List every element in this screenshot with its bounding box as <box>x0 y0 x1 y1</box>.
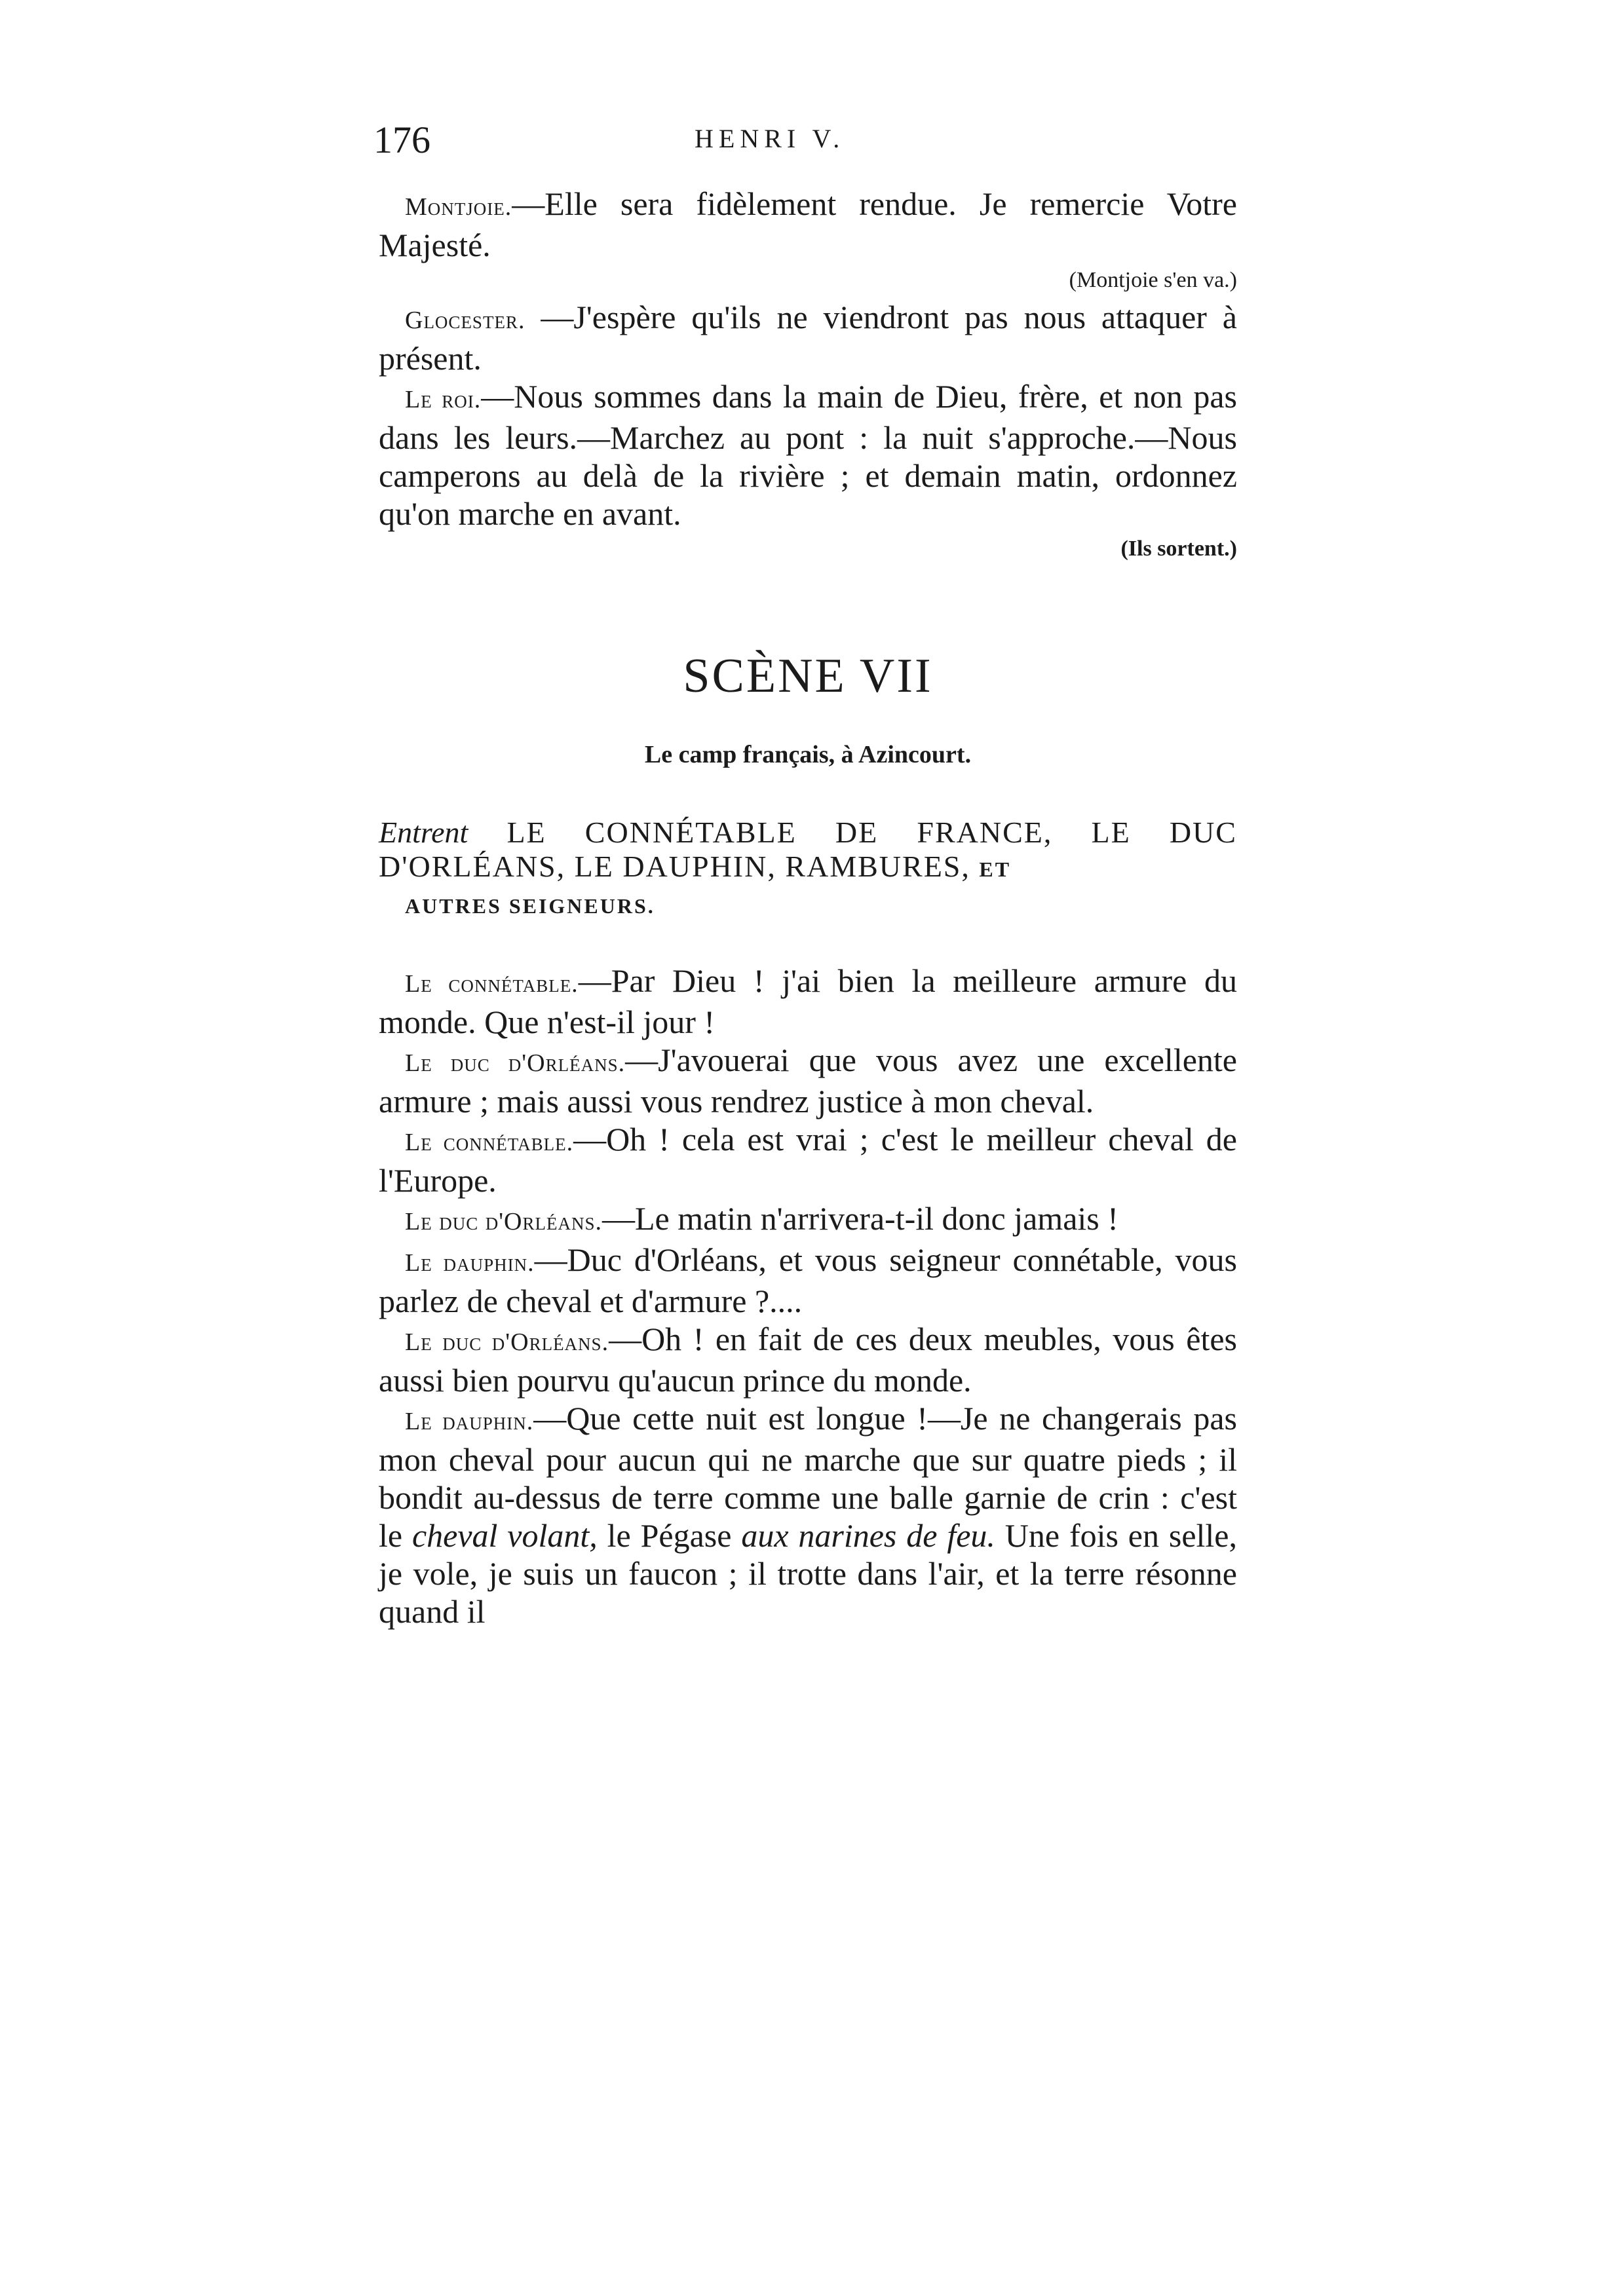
speaker-name: Le duc d'Orléans. <box>405 1328 609 1356</box>
entrance-direction <box>379 816 1237 923</box>
speaker-name: Glocester. <box>405 307 525 334</box>
speech-italic: cheval volant, <box>411 1517 598 1554</box>
stage-direction: (Montjoie s'en va.) <box>1069 268 1237 292</box>
speech-connetable <box>379 962 1237 1041</box>
speech-duc-orleans <box>379 1199 1237 1241</box>
speech-text: Une fois en selle, je vole, je suis un faucon ; il trotte dans l'air, et la terre résonne quand il <box>379 1517 1237 1630</box>
speech-text: —Oh ! cela est vrai ; c'est le meilleur cheval de l'Europe. <box>379 1121 1237 1199</box>
speaker-name: Le dauphin. <box>405 1408 534 1435</box>
stage-direction: (Ils sortent.) <box>1120 536 1237 561</box>
speech-le-roi <box>379 377 1237 533</box>
speaker-name: Le dauphin. <box>405 1249 535 1277</box>
speech-italic: aux narines de feu. <box>741 1517 995 1554</box>
speech-text: le Pégase <box>597 1517 742 1554</box>
speaker-name: Le roi. <box>405 386 482 413</box>
entrance-others: AUTRES SEIGNEURS. <box>405 894 655 918</box>
speech-duc-orleans <box>379 1320 1237 1399</box>
speech-glocester <box>379 298 1237 377</box>
entrance-names: LE CONNÉTABLE DE FRANCE, LE DUC D'ORLÉANS, LE DAUPHIN, RAMBURES, <box>379 816 1237 883</box>
speech-dauphin <box>379 1241 1237 1320</box>
running-head <box>373 118 1238 170</box>
speech-text: —Oh ! en fait de ces deux meubles, vous êtes aussi bien pourvu qu'aucun prince du monde. <box>379 1321 1237 1399</box>
speech-text: —Elle sera fidèlement rendue. Je remercie Votre Majesté. <box>379 185 1237 263</box>
speech-text: —Que cette nuit est longue !—Je ne changerais pas mon cheval pour aucun qui ne marche que sur quatre pieds ; il bondit au-dessus de terre comme une balle garnie de crin : c'est le <box>379 1400 1237 1554</box>
speaker-name: Le duc d'Orléans. <box>405 1049 626 1077</box>
speech-text: —J'avouerai que vous avez une excellente armure ; mais aussi vous rendrez justice à mon cheval. <box>379 1042 1237 1120</box>
speech-text: —Duc d'Orléans, et vous seigneur connétable, vous parlez de cheval et d'armure ?.... <box>379 1241 1237 1319</box>
speaker-name: Montjoie. <box>405 193 512 221</box>
speaker-name: Le duc d'Orléans. <box>405 1208 603 1235</box>
top-dialogue <box>379 185 1237 567</box>
page-number: 176 <box>373 119 430 161</box>
entrance-verb: Entrent <box>379 816 468 849</box>
speech-text: —Par Dieu ! j'ai bien la meilleure armure du monde. Que n'est-il jour ! <box>379 962 1237 1040</box>
entrance-et: ET <box>979 857 1012 881</box>
speaker-name: Le connétable. <box>405 1129 574 1156</box>
speech-dauphin <box>379 1399 1237 1630</box>
scene-title: SCÈNE VII <box>683 649 933 703</box>
speaker-name: Le connétable. <box>405 970 579 998</box>
speech-text: —Nous sommes dans la main de Dieu, frère, et non pas dans les leurs.—Marchez au pont : la nuit s'approche.—Nous camperons au delà de la rivière ; et demain matin, ordonnez qu'on marche en avant. <box>379 378 1237 532</box>
speech-text: —J'espère qu'ils ne viendront pas nous attaquer à présent. <box>379 299 1237 377</box>
speech-text: —Le matin n'arrivera-t-il donc jamais ! <box>602 1200 1118 1237</box>
scene-dialogue <box>379 962 1237 1630</box>
speech-connetable <box>379 1120 1237 1199</box>
running-title: HENRI V. <box>695 124 845 153</box>
speech-duc-orleans <box>379 1041 1237 1120</box>
scene-location: Le camp français, à Azincourt. <box>644 741 972 768</box>
speech-montjoie <box>379 185 1237 264</box>
